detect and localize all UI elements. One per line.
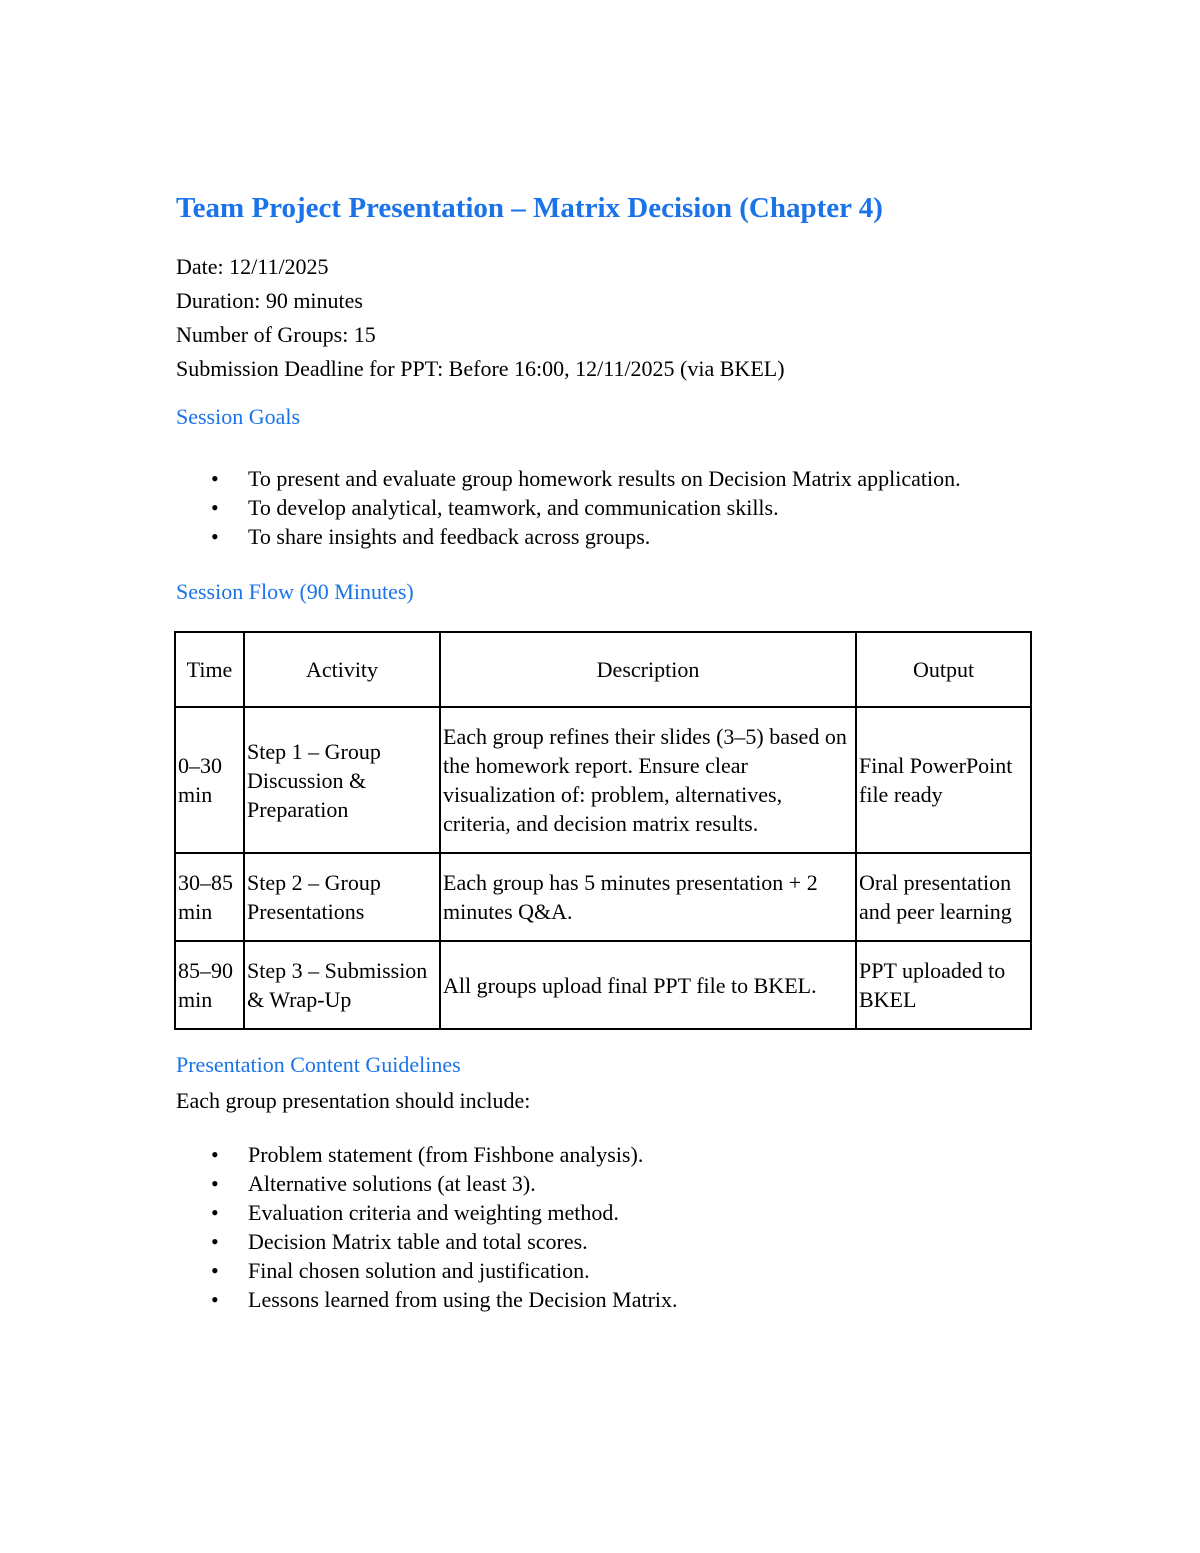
bullet-icon: • bbox=[211, 524, 219, 549]
list-item: • To share insights and feedback across groups. bbox=[211, 524, 651, 549]
cell-description: Each group has 5 minutes presentation + 2 minutes Q&A. bbox=[440, 853, 856, 941]
cell-activity: Step 3 – Submission & Wrap-Up bbox=[244, 941, 440, 1029]
session-flow-table bbox=[174, 631, 1032, 1030]
meta-deadline: Submission Deadline for PPT: Before 16:00, 12/11/2025 (via BKEL) bbox=[176, 356, 785, 381]
list-item: • To develop analytical, teamwork, and communication skills. bbox=[211, 495, 779, 520]
bullet-icon: • bbox=[211, 1142, 219, 1167]
session-flow-heading: Session Flow (90 Minutes) bbox=[176, 579, 414, 604]
list-item: • Problem statement (from Fishbone analysis). bbox=[211, 1142, 644, 1167]
cell-output: Final PowerPoint file ready bbox=[856, 707, 1031, 853]
cell-time: 0–30 min bbox=[175, 707, 244, 853]
header-time: Time bbox=[175, 632, 244, 707]
cell-time: 30–85 min bbox=[175, 853, 244, 941]
list-item: • Final chosen solution and justification. bbox=[211, 1258, 590, 1283]
document-content bbox=[176, 186, 1036, 1314]
cell-activity: Step 1 – Group Discussion & Preparation bbox=[244, 707, 440, 853]
list-item: • To present and evaluate group homework results on Decision Matrix application. bbox=[211, 466, 961, 491]
table-row bbox=[175, 707, 1031, 853]
meta-groups: Number of Groups: 15 bbox=[176, 322, 376, 347]
list-item: • Evaluation criteria and weighting method. bbox=[211, 1200, 619, 1225]
bullet-icon: • bbox=[211, 1229, 219, 1254]
session-goals-heading: Session Goals bbox=[176, 404, 301, 429]
table-row bbox=[175, 941, 1031, 1029]
bullet-icon: • bbox=[211, 495, 219, 520]
guidelines-heading: Presentation Content Guidelines bbox=[176, 1052, 461, 1077]
cell-time: 85–90 min bbox=[175, 941, 244, 1029]
guidelines-intro: Each group presentation should include: bbox=[176, 1088, 531, 1113]
list-item: • Decision Matrix table and total scores. bbox=[211, 1229, 588, 1254]
meta-info bbox=[176, 250, 1036, 386]
bullet-icon: • bbox=[211, 1258, 219, 1283]
bullet-icon: • bbox=[211, 466, 219, 491]
cell-output: Oral presentation and peer learning bbox=[856, 853, 1031, 941]
meta-duration: Duration: 90 minutes bbox=[176, 288, 363, 313]
cell-description: All groups upload final PPT file to BKEL. bbox=[440, 941, 856, 1029]
list-item: • Lessons learned from using the Decision Matrix. bbox=[211, 1287, 678, 1312]
cell-description: Each group refines their slides (3–5) based on the homework report. Ensure clear visualization of: problem, alternatives, criteria, and decision matrix results. bbox=[440, 707, 856, 853]
header-output: Output bbox=[856, 632, 1031, 707]
guidelines-list bbox=[176, 1140, 1036, 1314]
list-item: • Alternative solutions (at least 3). bbox=[211, 1171, 536, 1196]
bullet-icon: • bbox=[211, 1200, 219, 1225]
table-header-row bbox=[175, 632, 1031, 707]
cell-activity: Step 2 – Group Presentations bbox=[244, 853, 440, 941]
table-row bbox=[175, 853, 1031, 941]
meta-date: Date: 12/11/2025 bbox=[176, 254, 329, 279]
cell-output: PPT uploaded to BKEL bbox=[856, 941, 1031, 1029]
page-title: Team Project Presentation – Matrix Decision (Chapter 4) bbox=[176, 192, 883, 224]
header-activity: Activity bbox=[244, 632, 440, 707]
bullet-icon: • bbox=[211, 1287, 219, 1312]
session-goals-list bbox=[176, 464, 1036, 551]
header-description: Description bbox=[440, 632, 856, 707]
bullet-icon: • bbox=[211, 1171, 219, 1196]
